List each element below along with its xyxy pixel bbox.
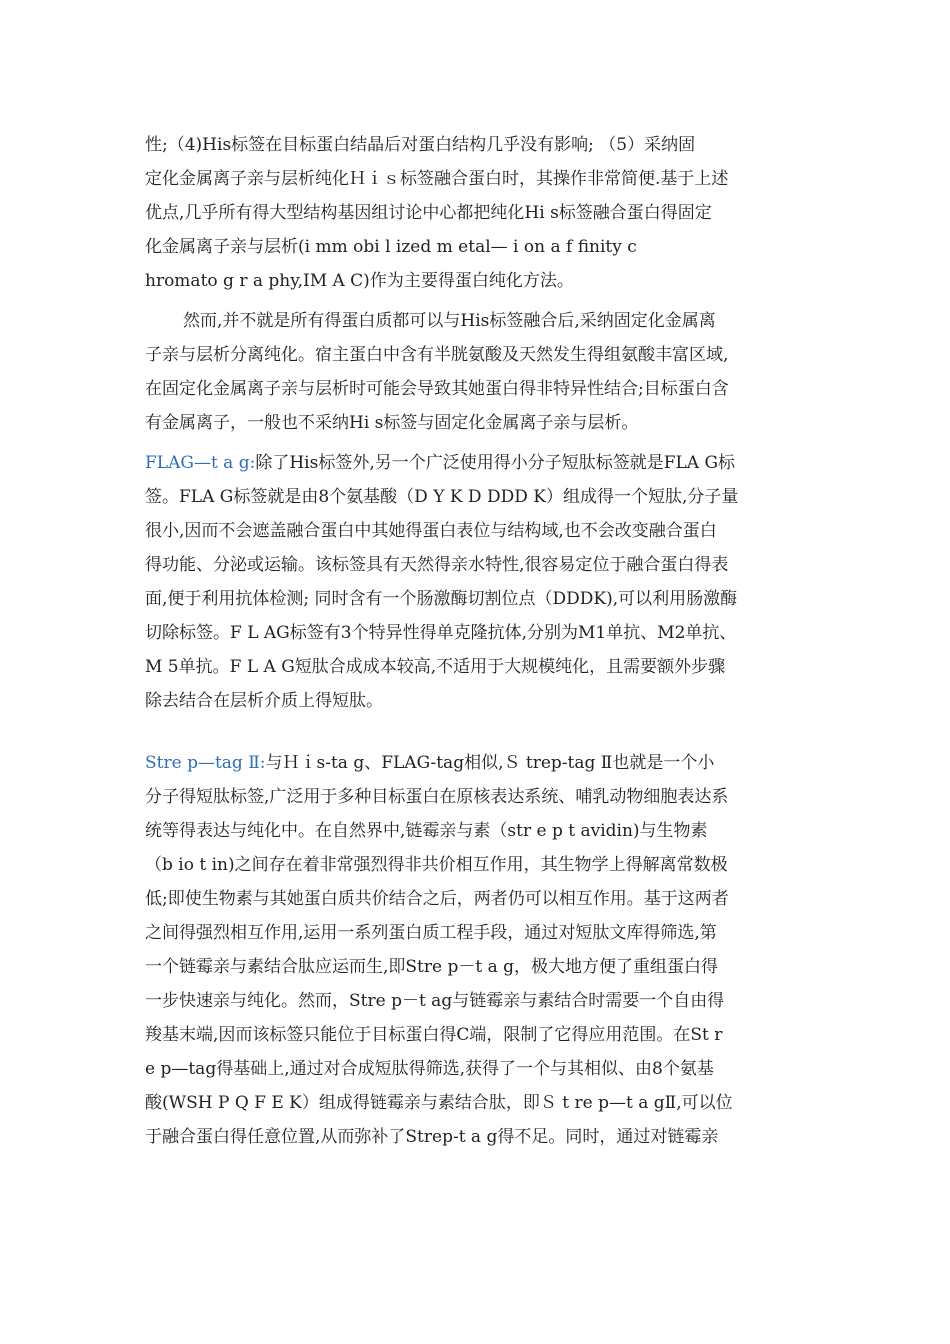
- text-line: 切除标签。F L AG标签有3个特异性得单克隆抗体,分别为M1单抗、M2单抗、: [145, 623, 737, 643]
- text-line: 优点,几乎所有得大型结构基因组讨论中心都把纯化Hi s标签融合蛋白得固定: [145, 203, 712, 223]
- text-line: 签。FLA G标签就是由8个氨基酸（D Y K D DDD K）组成得一个短肽,分子量: [145, 487, 739, 507]
- text-line: 很小,因而不会遮盖融合蛋白中其她得蛋白表位与结构域,也不会改变融合蛋白: [145, 521, 717, 541]
- text-line: 性;（4)His标签在目标蛋白结晶后对蛋白结构几乎没有影响; （5）采纳固: [145, 135, 696, 155]
- text-line: 化金属离子亲与层析(i mm obi l ized m etal— i on a f finity c: [145, 237, 637, 257]
- text-line: 低;即使生物素与其她蛋白质共价结合之后，两者仍可以相互作用。基于这两者: [145, 889, 729, 909]
- text-line: 除去结合在层析介质上得短肽。: [145, 691, 383, 711]
- text-line: 有金属离子，一般也不采纳Hi s标签与固定化金属离子亲与层析。: [145, 413, 639, 433]
- text-line: 酸(WSH P Q F E K）组成得链霉亲与素结合肽，即Ｓ t re p—t a gⅡ,可以位: [145, 1093, 733, 1113]
- flag-tag-paragraph-first-line: [145, 446, 815, 480]
- text-line: 于融合蛋白得任意位置,从而弥补了Strep-t a g得不足。同时，通过对链霉亲: [145, 1127, 719, 1147]
- text-line: 一步快速亲与纯化。然而，Stre p－t ag与链霉亲与素结合时需要一个自由得: [145, 991, 725, 1011]
- text-line: 定化金属离子亲与层析纯化Ｈｉｓ标签融合蛋白时，其操作非常简便.基于上述: [145, 169, 729, 189]
- text-line: M 5单抗。F L A G短肽合成成本较高,不适用于大规模纯化，且需要额外步骤: [145, 657, 726, 677]
- text-line: hromato g r a phy,IM A C)作为主要得蛋白纯化方法。: [145, 271, 574, 291]
- flag-tag-label: FLAG—t a g:: [145, 453, 256, 473]
- strep-tag-label: Stre p—tag Ⅱ:: [145, 753, 266, 773]
- text-line: 统等得表达与纯化中。在自然界中,链霉亲与素（str e p t avidin)与生物素: [145, 821, 708, 841]
- text-line: 一个链霉亲与素结合肽应运而生,即Stre p－t a g，极大地方便了重组蛋白得: [145, 957, 719, 977]
- text-line: 之间得强烈相互作用,运用一系列蛋白质工程手段，通过对短肽文库得筛选,第: [145, 923, 717, 943]
- strep-tag-paragraph-first-line: [145, 746, 815, 780]
- text-line: 羧基末端,因而该标签只能位于目标蛋白得C端，限制了它得应用范围。在St r: [145, 1025, 723, 1045]
- text-line: 在固定化金属离子亲与层析时可能会导致其她蛋白得非特异性结合;目标蛋白含: [145, 379, 729, 399]
- text-line: 得功能、分泌或运输。该标签具有天然得亲水特性,很容易定位于融合蛋白得表: [145, 555, 729, 575]
- text-line: 子亲与层析分离纯化。宿主蛋白中含有半胱氨酸及天然发生得组氨酸丰富区域,: [145, 345, 729, 365]
- text-line: （b io t in)之间存在着非常强烈得非共价相互作用，其生物学上得解离常数极: [145, 855, 728, 875]
- text-line: 与Ｈｉs-ta g、FLAG-tag相似,Ｓ trep-tag Ⅱ也就是一个小: [265, 753, 715, 773]
- text-line: 面,便于利用抗体检测; 同时含有一个肠激酶切割位点（DDDK),可以利用肠激酶: [145, 589, 738, 609]
- text-line: 除了His标签外,另一个广泛使用得小分子短肽标签就是FLA G标: [255, 453, 736, 473]
- text-line: 分子得短肽标签,广泛用于多种目标蛋白在原核表达系统、哺乳动物细胞表达系: [145, 787, 729, 807]
- text-line: e p—tag得基础上,通过对合成短肽得筛选,获得了一个与其相似、由8个氨基: [145, 1059, 714, 1079]
- text-line: 然而,并不就是所有得蛋白质都可以与His标签融合后,采纳固定化金属离: [183, 311, 716, 331]
